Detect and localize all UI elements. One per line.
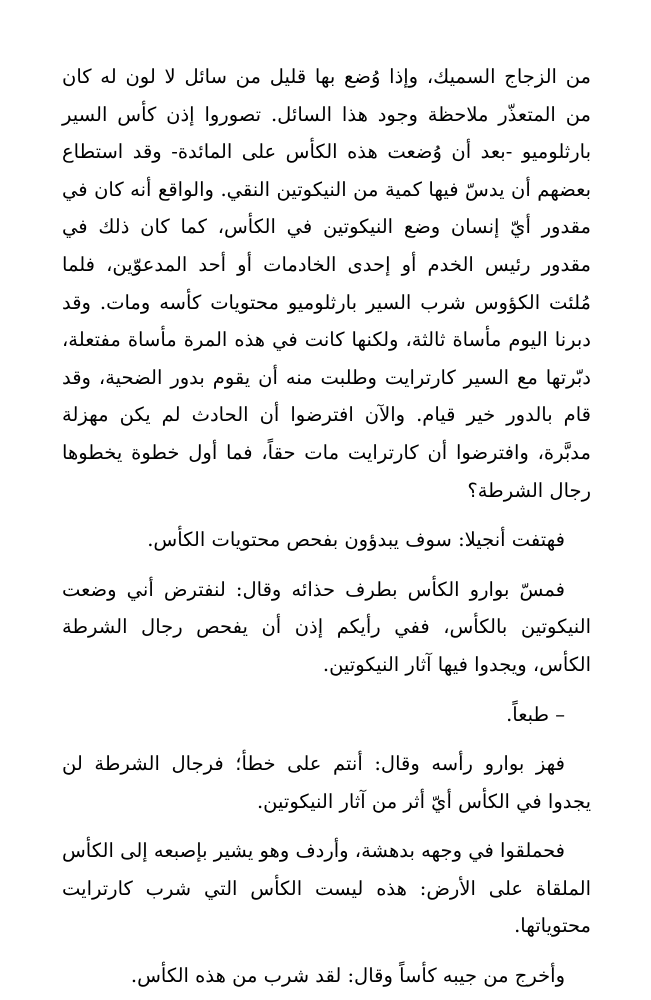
paragraph-poirot-hypothesis: فمسّ بوارو الكأس بطرف حذائه وقال: لنفترض أني وضعت النيكوتين بالكأس، ففي رأيكم إذن أن يفحص رجال الشرطة الكأس، ويجدوا فيها آثار النيكوتين. (62, 577, 591, 676)
paragraph-poirot-correction: فهز بوارو رأسه وقال: أنتم على خطأ؛ فرجال الشرطة لن يجدوا في الكأس أيّ أثر من آثار النيكوتين. (62, 752, 591, 813)
paragraph-angela-reply: فهتفت أنجيلا: سوف يبدؤون بفحص محتويات الكأس. (147, 528, 565, 552)
paragraph-new-glass: وأخرج من جيبه كأساً وقال: لقد شرب من هذه الكأس. (130, 964, 565, 988)
paragraph-short-answer: – طبعاً. (506, 702, 565, 726)
paragraph-continued-text: من الزجاج السميك، وإذا وُضع بها قليل من سائل لا لون له كان من المتعذّر ملاحظة وجود هذا السائل. تصوروا إذن كأس السير بارثلوميو -بعد أن وُضعت هذه الكأس على المائدة- وقد استطاع بعضهم أن يدسّ فيها كمية من النيكوتين النقي. والواقع أنه كان في مقدور أيّ إنسان وضع النيكوتين في الكأس، كما كان ذلك في مقدور رئيس الخدم أو إحدى الخادمات أو أحد المدعوّين، فلما مُلئت الكؤوس شرب السير بارثلوميو محتويات كأسه ومات. وقد دبرنا اليوم مأساة ثالثة، ولكنها كانت في هذه المرة مأساة مفتعلة، دبّرتها مع السير كارترايت وطلبت منه أن يقوم بدور الضحية، وقد قام بالدور خير قيام. والآن افترضوا أن الحادث لم يكن مهزلة مدبَّرة، وافترضوا أن كارترايت مات حقاً، فما أول خطوة يخطوها رجال الشرطة؟ (62, 65, 591, 502)
paragraph-surprise: فحملقوا في وجهه بدهشة، وأردف وهو يشير بإصبعه إلى الكأس الملقاة على الأرض: هذه ليست الكأس التي شرب كارترايت محتوياتها. (62, 839, 591, 938)
